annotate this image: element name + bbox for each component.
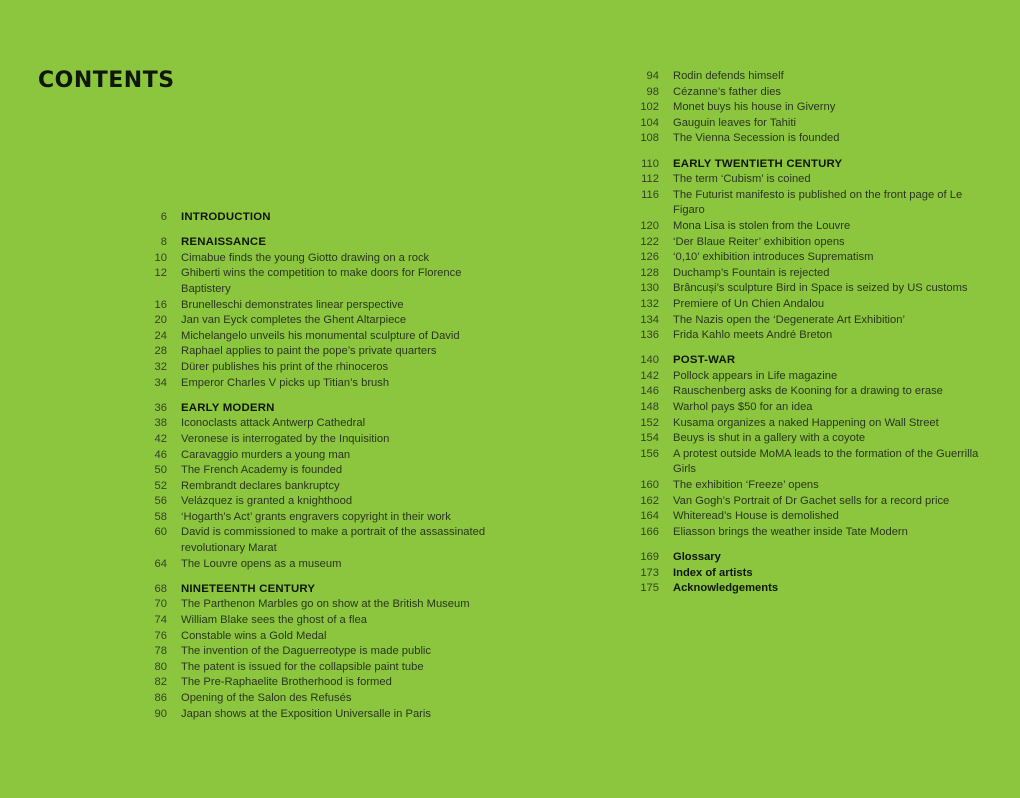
toc-page-number: 173 <box>640 566 659 579</box>
toc-entry <box>620 416 1000 432</box>
toc-entry <box>128 463 488 479</box>
toc-entry-text: The Vienna Secession is founded <box>673 132 840 145</box>
toc-entry-text: David is commissioned to make a portrait of the assassinated revolutionary Marat <box>181 526 486 555</box>
toc-entry-text: Emperor Charles V picks up Titian’s brush <box>181 376 390 389</box>
contents-right-column <box>620 69 1000 606</box>
toc-section-heading <box>620 353 1000 369</box>
toc-section-heading <box>620 157 1000 173</box>
toc-entry-text: The term ‘Cubism’ is coined <box>673 173 811 186</box>
toc-entry <box>128 360 488 376</box>
toc-entry-text: RENAISSANCE <box>181 236 267 249</box>
toc-entry <box>128 251 488 267</box>
toc-entry-text: Rembrandt declares bankruptcy <box>181 479 340 492</box>
toc-entry <box>128 266 488 297</box>
toc-back-matter-entry <box>620 566 1000 582</box>
toc-page-number: 56 <box>154 495 167 508</box>
toc-page-number: 36 <box>154 401 167 414</box>
toc-page-number: 175 <box>640 582 659 595</box>
toc-entry <box>128 660 488 676</box>
toc-entry-text: POST-WAR <box>673 354 736 367</box>
toc-entry <box>620 369 1000 385</box>
toc-entry-text: The French Academy is founded <box>181 464 343 477</box>
toc-entry-text: EARLY MODERN <box>181 401 275 414</box>
toc-page-number: 78 <box>154 645 167 658</box>
toc-entry-text: Mona Lisa is stolen from the Louvre <box>673 219 851 232</box>
toc-back-matter-entry <box>620 550 1000 566</box>
toc-entry <box>128 313 488 329</box>
toc-entry <box>620 266 1000 282</box>
toc-page-number: 134 <box>640 313 659 326</box>
toc-page-number: 58 <box>154 510 167 523</box>
toc-entry <box>128 376 488 392</box>
toc-page-number: 50 <box>154 464 167 477</box>
toc-page-number: 169 <box>640 551 659 563</box>
toc-page-number: 20 <box>154 314 167 327</box>
toc-page-number: 38 <box>154 417 167 430</box>
toc-entry <box>620 188 1000 219</box>
toc-entry-text: Kusama organizes a naked Happening on Wall Street <box>673 416 939 429</box>
toc-page-number: 94 <box>646 70 659 82</box>
toc-entry <box>620 69 1000 85</box>
toc-entry-text: Brunelleschi demonstrates linear perspective <box>181 298 404 311</box>
toc-entry-text: ‘0,10’ exhibition introduces Suprematism <box>673 251 874 264</box>
toc-entry-text: William Blake sees the ghost of a flea <box>181 614 367 627</box>
toc-entry <box>620 219 1000 235</box>
toc-entry-text: ‘Hogarth’s Act’ grants engravers copyright in their work <box>181 510 451 523</box>
toc-section-heading <box>128 582 488 598</box>
toc-entry <box>128 432 488 448</box>
toc-entry <box>620 494 1000 510</box>
toc-entry-text: Raphael applies to paint the pope’s private quarters <box>181 345 437 358</box>
toc-entry-text: The invention of the Daguerreotype is made public <box>181 645 432 658</box>
toc-entry <box>620 431 1000 447</box>
toc-page-number: 156 <box>640 447 659 460</box>
toc-entry <box>128 494 488 510</box>
toc-entry <box>128 707 488 723</box>
toc-entry <box>128 629 488 645</box>
toc-page-number: 146 <box>640 385 659 398</box>
toc-page-number: 64 <box>154 557 167 570</box>
toc-page-number: 128 <box>640 266 659 279</box>
toc-entry <box>128 448 488 464</box>
toc-section <box>620 353 1000 540</box>
toc-page-number: 42 <box>154 432 167 445</box>
toc-page-number: 74 <box>154 614 167 627</box>
toc-section-heading <box>128 235 488 251</box>
toc-entry-text: Premiere of Un Chien Andalou <box>673 297 825 310</box>
toc-page-number: 110 <box>641 157 659 170</box>
toc-page-number: 120 <box>640 219 659 232</box>
toc-entry-text: Gauguin leaves for Tahiti <box>673 116 796 129</box>
toc-page-number: 52 <box>154 479 167 492</box>
toc-entry <box>620 131 1000 147</box>
toc-page-number: 112 <box>641 173 659 186</box>
page-title: CONTENTS <box>38 68 175 93</box>
toc-back-matter-entry <box>620 581 1000 597</box>
toc-section <box>620 157 1000 344</box>
toc-page-number: 10 <box>154 251 167 264</box>
toc-page-number: 122 <box>640 235 659 248</box>
toc-entry-text: Eliasson brings the weather inside Tate Modern <box>673 525 908 538</box>
toc-entry <box>128 557 488 573</box>
toc-entry <box>620 313 1000 329</box>
toc-entry <box>128 525 488 556</box>
toc-page-number: 76 <box>154 629 167 642</box>
toc-entry <box>620 525 1000 541</box>
toc-page-number: 136 <box>640 329 659 342</box>
toc-page-number: 116 <box>641 188 659 201</box>
toc-entry <box>128 613 488 629</box>
toc-entry-text: Michelangelo unveils his monumental sculpture of David <box>181 329 460 342</box>
toc-entry-text: A protest outside MoMA leads to the formation of the Guerrilla Girls <box>673 447 979 476</box>
toc-entry-text: ‘Der Blaue Reiter’ exhibition opens <box>673 235 845 248</box>
toc-entry-text: Cézanne’s father dies <box>673 85 782 98</box>
toc-page-number: 86 <box>154 692 167 704</box>
toc-entry <box>620 328 1000 344</box>
toc-entry <box>128 644 488 660</box>
toc-entry <box>620 509 1000 525</box>
toc-entry-text: Ghiberti wins the competition to make doors for Florence Baptistery <box>181 267 462 295</box>
toc-entry-text: Opening of the Salon des Refusés <box>181 692 352 704</box>
toc-page-number: 140 <box>640 354 659 367</box>
toc-page-number: 12 <box>154 267 167 280</box>
toc-entry <box>620 172 1000 188</box>
toc-entry-text: Japan shows at the Exposition Universalle in Paris <box>181 707 431 720</box>
toc-page-number: 32 <box>154 360 167 373</box>
toc-entry-text: Rodin defends himself <box>673 70 784 82</box>
toc-entry <box>128 597 488 613</box>
toc-entry-text: Jan van Eyck completes the Ghent Altarpiece <box>181 314 407 327</box>
toc-page-number: 82 <box>154 676 167 689</box>
toc-entry-text: The exhibition ‘Freeze’ opens <box>673 479 819 492</box>
toc-page-number: 46 <box>154 448 167 461</box>
toc-entry <box>620 100 1000 116</box>
toc-entry-text: The patent is issued for the collapsible paint tube <box>181 660 424 673</box>
toc-entry <box>128 510 488 526</box>
toc-entry-text: Glossary <box>673 551 721 563</box>
toc-page-number: 60 <box>154 526 167 539</box>
toc-page-number: 108 <box>640 132 659 145</box>
toc-entry-text: Velázquez is granted a knighthood <box>181 495 353 508</box>
toc-section <box>128 401 488 573</box>
toc-entry-text: Dürer publishes his print of the rhinoceros <box>181 360 389 373</box>
toc-entry-text: Constable wins a Gold Medal <box>181 629 327 642</box>
toc-entry-text: Cimabue finds the young Giotto drawing on a rock <box>181 251 430 264</box>
toc-entry <box>620 400 1000 416</box>
toc-entry-text: Acknowledgements <box>673 582 779 595</box>
toc-page-number: 126 <box>640 251 659 264</box>
toc-section-heading <box>128 210 488 226</box>
toc-page-number: 102 <box>640 101 659 114</box>
toc-section <box>620 69 1000 147</box>
toc-entry <box>128 329 488 345</box>
toc-entry <box>620 478 1000 494</box>
toc-page-number: 104 <box>640 116 659 129</box>
toc-entry-text: The Pre-Raphaelite Brotherhood is formed <box>181 676 392 689</box>
toc-entry <box>620 235 1000 251</box>
toc-entry <box>620 447 1000 478</box>
toc-page-number: 8 <box>160 236 167 249</box>
toc-entry-text: Veronese is interrogated by the Inquisition <box>181 432 390 445</box>
toc-section <box>128 582 488 722</box>
toc-entry-text: Whiteread’s House is demolished <box>673 510 839 523</box>
toc-entry <box>620 297 1000 313</box>
toc-entry <box>620 85 1000 101</box>
toc-section <box>128 235 488 391</box>
toc-entry <box>128 344 488 360</box>
toc-page-number: 162 <box>640 494 659 507</box>
toc-entry-text: Van Gogh’s Portrait of Dr Gachet sells for a record price <box>673 494 950 507</box>
toc-entry-text: The Louvre opens as a museum <box>181 557 342 570</box>
toc-entry-text: Pollock appears in Life magazine <box>673 369 838 382</box>
toc-section-heading <box>128 401 488 417</box>
toc-page-number: 164 <box>640 510 659 523</box>
toc-page-number: 160 <box>640 479 659 492</box>
toc-entry <box>620 281 1000 297</box>
toc-page-number: 148 <box>640 401 659 414</box>
toc-entry-text: Warhol pays $50 for an idea <box>673 401 813 414</box>
toc-entry-text: Beuys is shut in a gallery with a coyote <box>673 432 866 445</box>
toc-section <box>128 210 488 226</box>
toc-page-number: 70 <box>154 598 167 611</box>
toc-entry-text: Index of artists <box>673 566 753 579</box>
toc-entry-text: Rauschenberg asks de Kooning for a drawing to erase <box>673 385 943 398</box>
toc-entry-text: The Futurist manifesto is published on the front page of Le Figaro <box>673 188 963 217</box>
toc-page-number: 154 <box>640 432 659 445</box>
toc-entry <box>128 479 488 495</box>
toc-entry-text: The Parthenon Marbles go on show at the British Museum <box>181 598 470 611</box>
toc-entry-text: INTRODUCTION <box>181 211 271 223</box>
toc-page-number: 98 <box>646 85 659 98</box>
toc-page-number: 152 <box>640 416 659 429</box>
toc-page-number: 90 <box>154 707 167 720</box>
toc-entry-text: Duchamp’s Fountain is rejected <box>673 266 830 279</box>
toc-page-number: 16 <box>154 298 167 311</box>
toc-entry <box>128 675 488 691</box>
toc-entry-text: Monet buys his house in Giverny <box>673 101 836 114</box>
toc-entry-text: Frida Kahlo meets André Breton <box>673 329 833 342</box>
toc-entry <box>620 116 1000 132</box>
toc-entry <box>620 250 1000 266</box>
toc-entry-text: EARLY TWENTIETH CENTURY <box>673 157 843 170</box>
toc-page-number: 142 <box>640 369 659 382</box>
toc-entry-text: NINETEENTH CENTURY <box>181 582 316 595</box>
toc-entry-text: Caravaggio murders a young man <box>181 448 351 461</box>
toc-page-number: 28 <box>154 345 167 358</box>
toc-page-number: 80 <box>154 660 167 673</box>
toc-page-number: 24 <box>154 329 167 342</box>
toc-entry <box>620 384 1000 400</box>
toc-page-number: 68 <box>154 582 167 595</box>
toc-page-number: 132 <box>640 297 659 310</box>
toc-entry-text: The Nazis open the ‘Degenerate Art Exhibition’ <box>673 313 905 326</box>
toc-entry <box>128 416 488 432</box>
contents-left-column <box>128 210 488 732</box>
toc-page-number: 34 <box>154 376 167 389</box>
toc-entry <box>128 298 488 314</box>
toc-page-number: 6 <box>160 211 167 223</box>
toc-section <box>620 550 1000 597</box>
toc-entry <box>128 691 488 707</box>
toc-page-number: 166 <box>640 525 659 538</box>
toc-page-number: 130 <box>640 282 659 295</box>
toc-entry-text: Iconoclasts attack Antwerp Cathedral <box>181 417 366 430</box>
toc-entry-text: Brâncuși’s sculpture Bird in Space is seized by US customs <box>673 282 968 295</box>
